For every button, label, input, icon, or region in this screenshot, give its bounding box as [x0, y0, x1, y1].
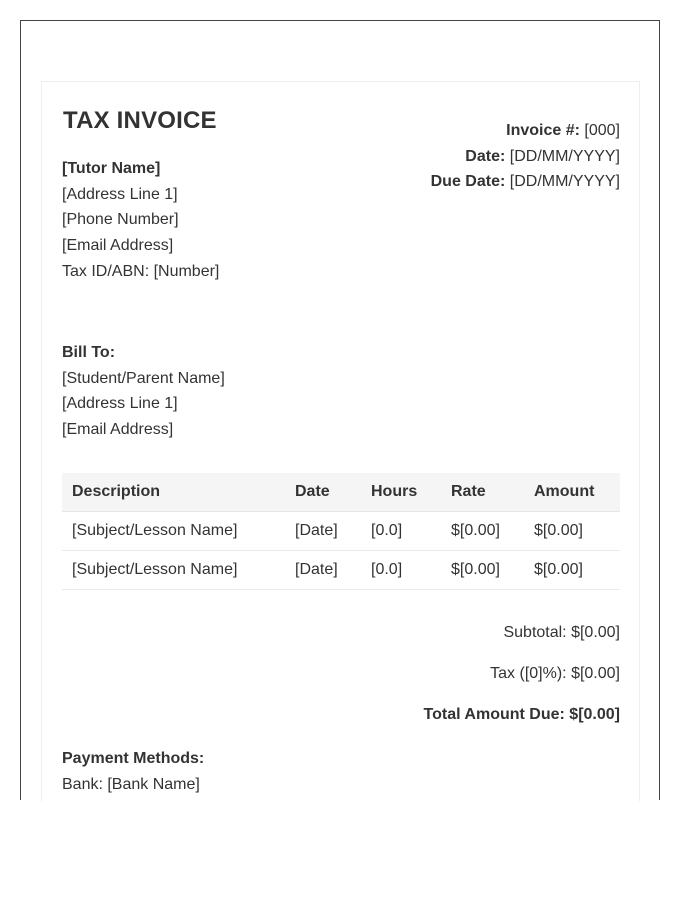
cell-hours: [0.0]: [361, 512, 441, 551]
invoice-due-date-row: [431, 169, 620, 195]
invoice-date-row: [431, 144, 620, 170]
invoice-due-date-label: Due Date:: [430, 173, 506, 191]
cell-amount: $[0.00]: [524, 551, 620, 590]
cell-hours: [0.0]: [361, 551, 441, 590]
column-header-amount: Amount: [524, 473, 620, 512]
invoice-date-value: [DD/MM/YYYY]: [509, 147, 620, 165]
invoice-number-value: [000]: [584, 122, 620, 139]
table-row: [62, 512, 620, 551]
tutor-tax-id: Tax ID/ABN: [Number]: [62, 262, 220, 280]
invoice-title: TAX INVOICE: [63, 107, 217, 134]
tutor-phone: [Phone Number]: [62, 211, 179, 229]
cell-date: [Date]: [285, 512, 361, 551]
invoice-due-date-value: [DD/MM/YYYY]: [509, 173, 620, 191]
column-header-hours: Hours: [361, 473, 441, 512]
total-amount-due: Total Amount Due: $[0.00]: [423, 706, 620, 723]
invoice-meta: [431, 118, 620, 195]
tutor-email: [Email Address]: [62, 237, 174, 255]
cell-rate: $[0.00]: [441, 512, 524, 551]
tax-total: Tax ([0]%): $[0.00]: [490, 665, 620, 682]
invoice-date-label: Date:: [465, 147, 506, 165]
column-header-date: Date: [285, 473, 361, 512]
tutor-address: [Address Line 1]: [62, 185, 178, 203]
cell-description: [Subject/Lesson Name]: [62, 551, 285, 590]
tutor-details: [62, 156, 219, 285]
bill-to-address: [Address Line 1]: [62, 395, 178, 413]
payment-methods-heading: Payment Methods:: [62, 750, 205, 767]
bill-to-section: [62, 340, 225, 443]
invoice-number-row: [431, 118, 620, 144]
line-items-table: [62, 473, 620, 590]
table-row: [62, 551, 620, 590]
invoice-number-label: Invoice #:: [506, 122, 580, 139]
column-header-rate: Rate: [441, 473, 524, 512]
bill-to-heading: Bill To:: [62, 344, 116, 361]
totals-section: [424, 622, 620, 745]
cell-date: [Date]: [285, 551, 361, 590]
bill-to-email: [Email Address]: [62, 421, 174, 439]
subtotal: Subtotal: $[0.00]: [503, 624, 620, 641]
payment-methods-section: [62, 746, 204, 797]
tutor-name: [Tutor Name]: [62, 160, 161, 177]
cell-description: [Subject/Lesson Name]: [62, 512, 285, 551]
cell-rate: $[0.00]: [441, 551, 524, 590]
column-header-description: Description: [62, 473, 285, 512]
bill-to-name: [Student/Parent Name]: [62, 369, 225, 387]
payment-bank: Bank: [Bank Name]: [62, 775, 200, 793]
cell-amount: $[0.00]: [524, 512, 620, 551]
table-header-row: [62, 473, 620, 512]
